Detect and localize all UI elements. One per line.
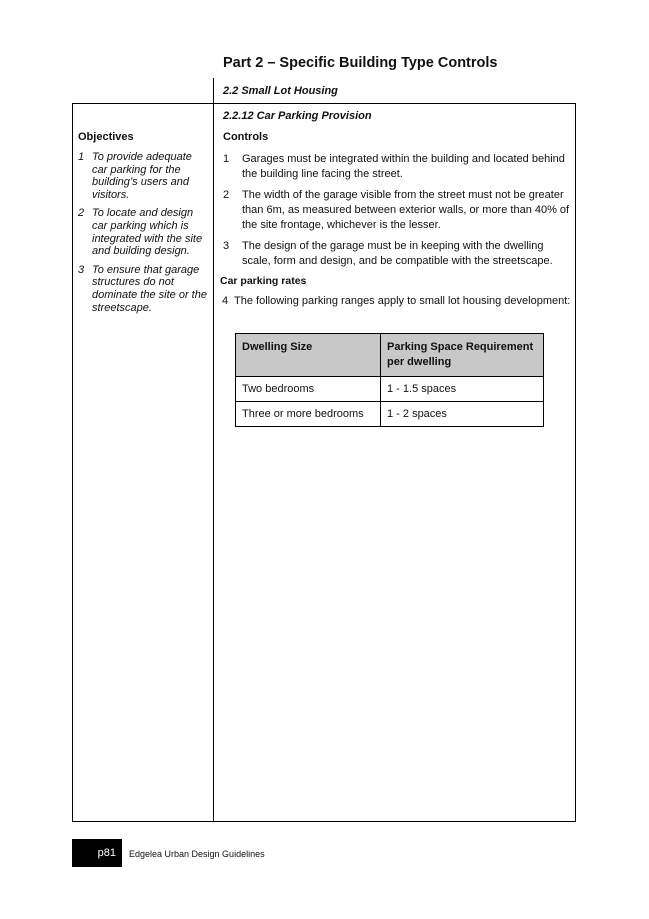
table-header-cell: Parking Space Requirement per dwelling [381, 334, 544, 377]
parking-rates-heading: Car parking rates [220, 275, 307, 287]
table-cell: 1 - 2 spaces [381, 402, 544, 427]
control-item [223, 188, 571, 233]
subsection-title: 2.2.12 Car Parking Provision [223, 110, 372, 122]
objective-item [78, 264, 208, 314]
page-number-badge [72, 839, 122, 867]
parking-rates-table [235, 333, 544, 427]
parking-rates-item [222, 295, 570, 307]
control-number: 3 [223, 240, 230, 252]
parking-rates-text: The following parking ranges apply to small lot housing development: [234, 295, 571, 307]
control-text: Garages must be integrated within the building and located behind the building line facing the street. [242, 153, 565, 180]
control-item [223, 239, 571, 269]
objective-number: 3 [78, 263, 85, 276]
table-cell: Two bedrooms [236, 377, 381, 402]
control-number: 1 [223, 153, 230, 165]
objective-text: To locate and design car parking which is integrated with the site and building design. [92, 207, 203, 258]
section-title: 2.2 Small Lot Housing [223, 85, 338, 97]
control-number: 2 [223, 189, 230, 201]
column-divider [213, 103, 214, 822]
objective-item [78, 207, 208, 257]
table-header-cell: Dwelling Size [236, 334, 381, 377]
objective-text: To ensure that garage structures do not dominate the site or the streetscape. [92, 263, 207, 314]
objective-number: 1 [78, 151, 85, 163]
control-text: The width of the garage visible from the street must not be greater than 6m, as measured between exterior walls, or more than 40% of the site frontage, whichever is the lesser. [242, 189, 570, 231]
objective-item [78, 151, 208, 201]
table-cell: 1 - 1.5 spaces [381, 377, 544, 402]
control-item [223, 152, 571, 182]
table-row [236, 377, 544, 402]
controls-list [223, 152, 571, 275]
objective-number: 2 [78, 207, 85, 220]
control-text: The design of the garage must be in keeping with the dwelling scale, form and design, and be compatible with the streetscape. [242, 240, 553, 267]
objectives-heading: Objectives [78, 131, 134, 143]
page-number: p81 [97, 847, 116, 859]
page-title: Part 2 – Specific Building Type Controls [223, 55, 498, 71]
controls-heading: Controls [223, 131, 269, 143]
objective-text: To provide adequate car parking for the building’s users and visitors. [92, 151, 192, 201]
table-row [236, 402, 544, 427]
footer-document-title: Edgelea Urban Design Guidelines [129, 849, 265, 859]
table-header-row [236, 334, 544, 377]
objectives-list [78, 151, 208, 320]
table-cell: Three or more bedrooms [236, 402, 381, 427]
column-divider-top [213, 78, 214, 103]
parking-rates-number: 4 [222, 295, 229, 307]
